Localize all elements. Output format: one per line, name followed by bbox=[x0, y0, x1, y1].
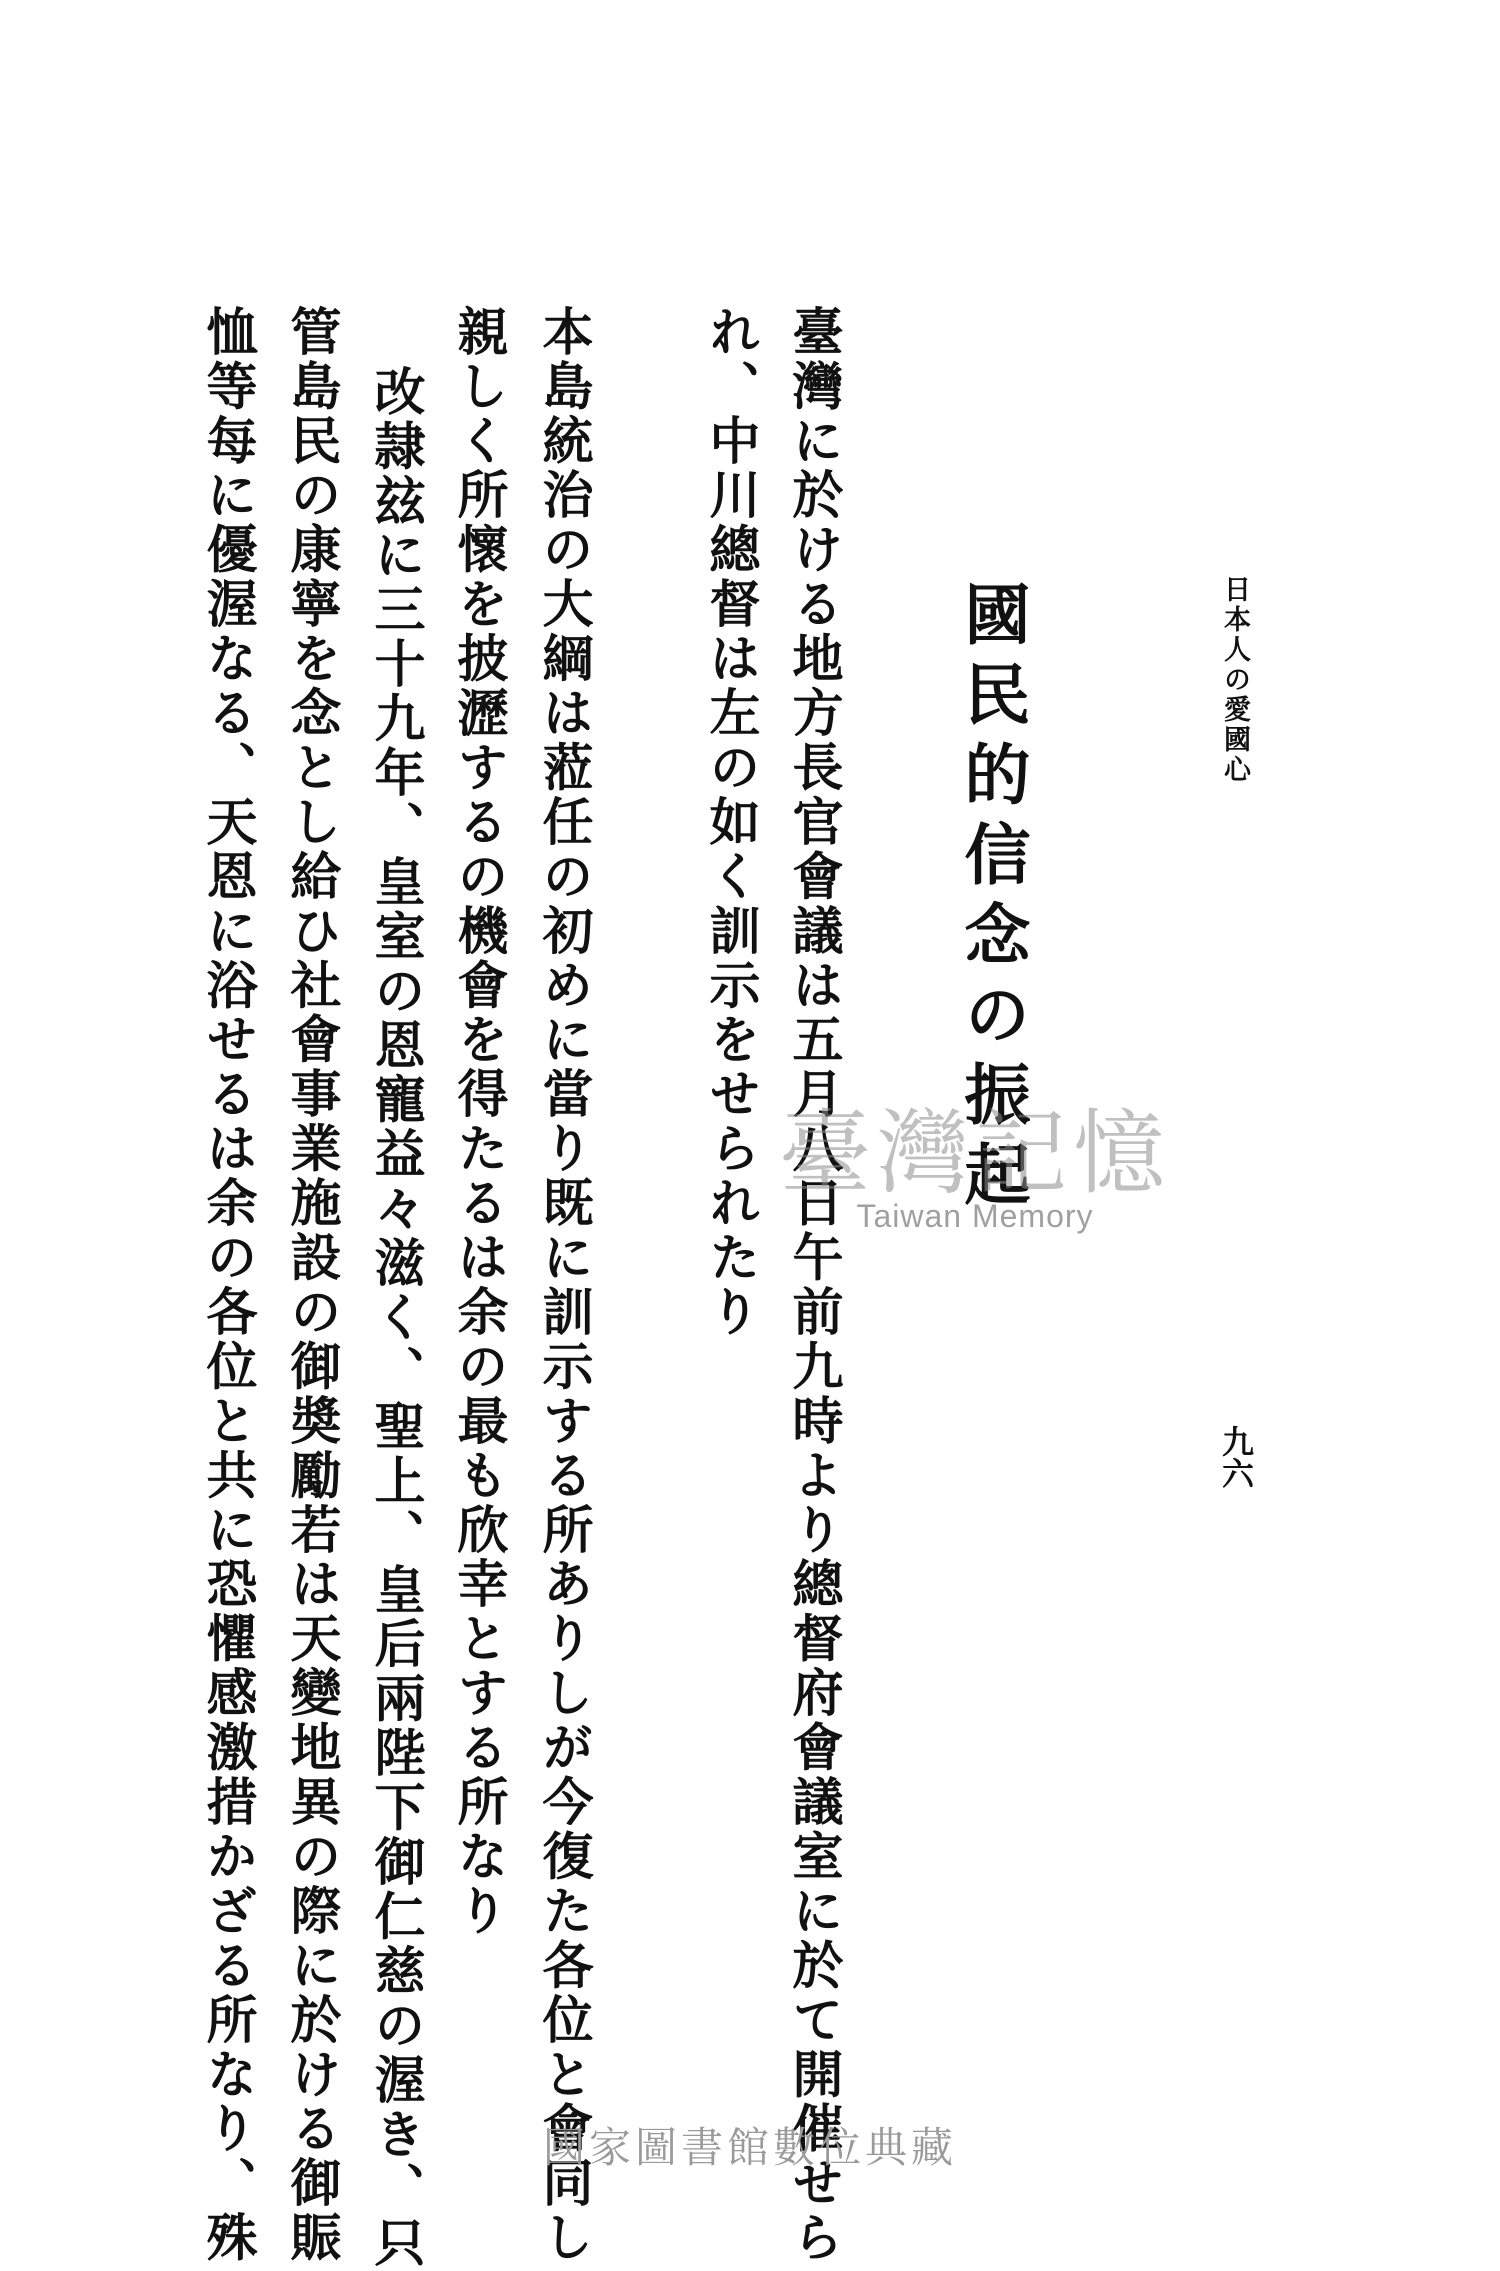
body-line: れ、中川總督は左の如く訓示をせられたり bbox=[700, 305, 760, 1340]
body-line: 管島民の康寧を念とし給ひ社會事業施設の御奬勵若は天變地異の際に於ける御賑 bbox=[281, 305, 341, 2266]
body-line: 本島統治の大綱は蒞任の初めに當り既に訓示する所ありしが今復た各位と會同し bbox=[533, 305, 593, 2266]
running-header: 日本人の愛國心 bbox=[1219, 575, 1250, 785]
body-line: 親しく所懷を披瀝するの機會を得たるは余の最も欣幸とする所なり bbox=[448, 305, 508, 1939]
page-number: 九六 bbox=[1217, 1425, 1255, 1489]
body-line: 臺灣に於ける地方長官會議は五月八日午前九時より總督府會議室に於て開催せら bbox=[783, 305, 843, 2266]
footer-watermark: 國家圖書館數位典藏 bbox=[542, 2123, 957, 2172]
chapter-title: 國民的信念の振起 bbox=[953, 580, 1031, 1220]
body-line: 恤等每に優渥なる、天恩に浴せるは余の各位と共に恐懼感激措かざる所なり、殊 bbox=[197, 305, 257, 2266]
watermark-english: Taiwan Memory bbox=[856, 1198, 1094, 1234]
body-line: 改隷玆に三十九年、皇室の恩寵益々滋く、聖上、皇后兩陛下御仁慈の渥き、只 bbox=[365, 365, 425, 2271]
taiwan-memory-watermark bbox=[740, 1080, 1210, 1235]
watermark-chinese: 臺灣記憶 bbox=[778, 1100, 1171, 1207]
